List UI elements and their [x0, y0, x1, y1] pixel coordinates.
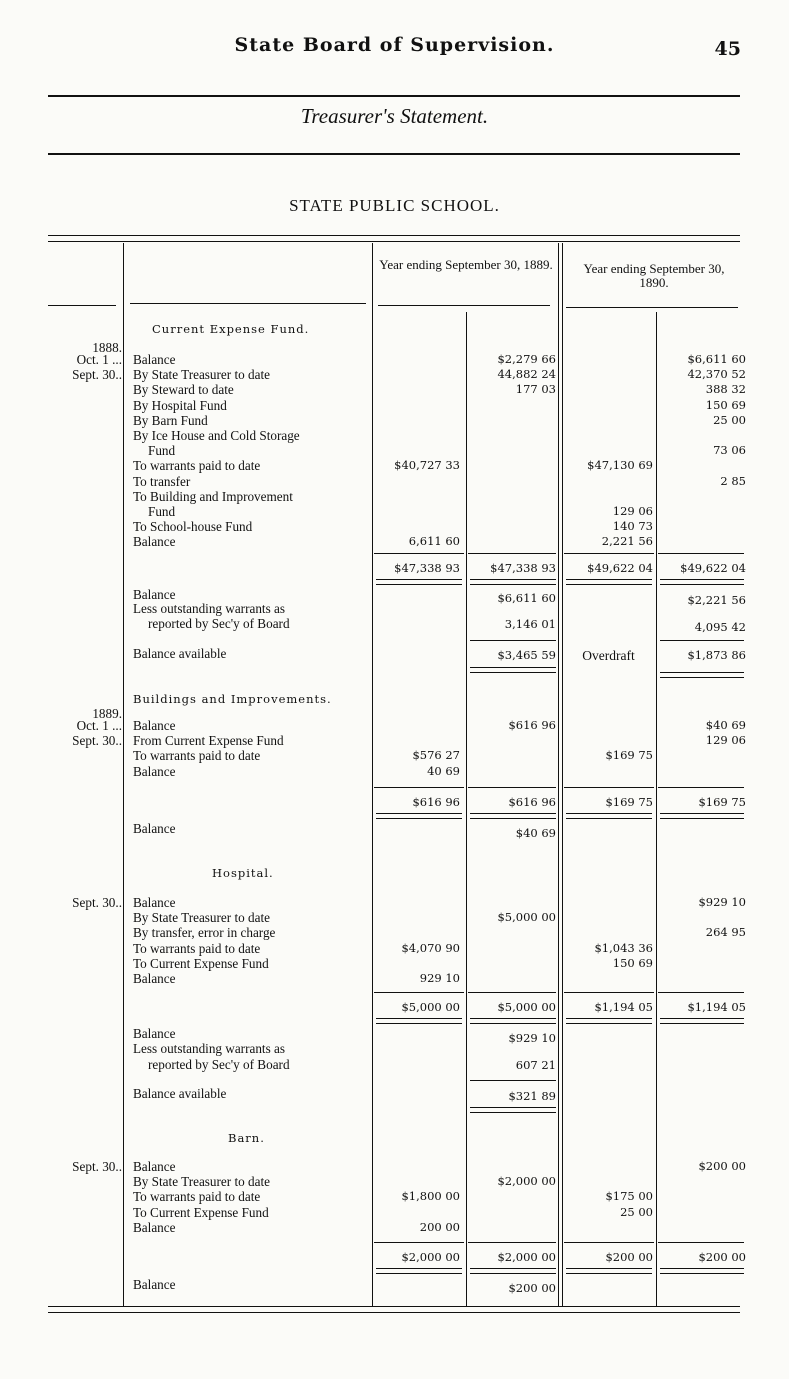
- bi-total-c4: $169 75: [698, 795, 746, 809]
- row-description: Balance: [133, 534, 176, 550]
- ce-total-c2: $47,338 93: [490, 561, 556, 575]
- row-description: Balance: [133, 1159, 176, 1174]
- row-amount-c3: 129 06: [612, 504, 653, 518]
- current-expense-heading: Current Expense Fund.: [152, 322, 310, 336]
- hospital-heading: Hospital.: [212, 866, 274, 880]
- ba-total-rule-c3: [564, 1242, 654, 1243]
- ce-less-label-2: reported by Sec'y of Board: [148, 616, 290, 631]
- barn-heading: Barn.: [228, 1131, 265, 1145]
- row-amount-c1: $4,070 90: [401, 940, 460, 955]
- ba-total-rule-c4: [658, 1242, 744, 1243]
- ho-total-c4: $1,194 05: [687, 1000, 746, 1014]
- ce-available-double-c2: [470, 667, 556, 673]
- table-top-rule-2: [48, 241, 740, 242]
- row-amount-c2: 177 03: [515, 382, 556, 397]
- bi-total-c1: $616 96: [412, 795, 460, 809]
- row-description: By Ice House and Cold Storage: [133, 428, 300, 443]
- row-description: To warrants paid to date: [133, 1189, 261, 1205]
- row-amount-c4: 25 00: [713, 412, 746, 427]
- column-header-1890: Year ending September 30, 1890.: [583, 261, 725, 290]
- bi-balance-c2: $40 69: [515, 826, 556, 840]
- ba-total-rule-c1: [374, 1242, 464, 1243]
- column-divider-1890: [656, 312, 657, 1306]
- bi-total-c2: $616 96: [508, 795, 556, 809]
- ho-total-rule-c1: [374, 992, 464, 993]
- ho-double-rule-c3: [566, 1018, 652, 1024]
- row-amount-c3: 25 00: [620, 1204, 653, 1219]
- table-bottom-rule-2: [48, 1312, 740, 1313]
- row-amount-c2: $2,279 66: [497, 352, 556, 366]
- ho-total-rule-c3: [564, 992, 654, 993]
- bi-total-rule-c1: [374, 787, 464, 788]
- ho-double-rule-c4: [660, 1018, 744, 1024]
- ce-overdraft-label: Overdraft: [582, 648, 635, 663]
- ho-total-c3: $1,194 05: [594, 1000, 653, 1014]
- row-description: Balance: [133, 895, 176, 910]
- ho-total-c1: $5,000 00: [401, 1000, 460, 1014]
- ba-balance-c2: $200 00: [508, 1281, 556, 1295]
- row-description: By Hospital Fund: [133, 397, 227, 413]
- year-label-1889: 1889.: [92, 706, 122, 721]
- row-amount-c4: $6,611 60: [687, 352, 746, 366]
- ho-total-rule-c2: [468, 992, 556, 993]
- ce-less-c4: 4,095 42: [694, 620, 746, 634]
- ho-balance-label: Balance: [133, 1026, 176, 1041]
- ce-available-label: Balance available: [133, 646, 227, 661]
- row-amount-c1: 6,611 60: [408, 534, 460, 549]
- ce-balance-label: Balance: [133, 587, 176, 602]
- row-description: Fund: [148, 443, 176, 459]
- row-amount-c1: $1,800 00: [401, 1189, 460, 1204]
- ho-total-rule-c4: [658, 992, 744, 993]
- row-description: To Building and Improvement: [133, 488, 293, 504]
- header-rule-bottom: [48, 153, 740, 155]
- page-number: 45: [714, 38, 741, 60]
- row-amount-c4: $200 00: [698, 1159, 746, 1173]
- row-amount-c4: 42,370 52: [687, 367, 746, 382]
- ce-balance-c4: $2,221 56: [687, 593, 746, 607]
- row-date: Oct. 1 ...: [76, 718, 122, 733]
- ba-total-c1: $2,000 00: [401, 1250, 460, 1264]
- row-description: By Barn Fund: [133, 412, 208, 428]
- row-amount-c4: $40 69: [705, 718, 746, 732]
- ce-available-c2: $3,465 59: [497, 648, 556, 662]
- row-amount-c3: 150 69: [612, 955, 653, 970]
- row-amount-c4: $929 10: [698, 895, 746, 909]
- ba-total-c3: $200 00: [605, 1250, 653, 1264]
- row-description: Balance: [133, 971, 176, 986]
- row-description: Balance: [133, 763, 176, 779]
- bi-double-rule-c1: [376, 813, 462, 819]
- column-header-1889: Year ending September 30, 1889.: [379, 257, 553, 272]
- header-underline-desc: [130, 303, 366, 304]
- ho-less-label-2: reported by Sec'y of Board: [148, 1057, 290, 1072]
- ce-double-rule-c1: [376, 579, 462, 585]
- row-amount-c4: 388 32: [705, 382, 746, 397]
- ho-balance-c2: $929 10: [508, 1031, 556, 1045]
- ce-total-c1: $47,338 93: [394, 561, 460, 575]
- ho-less-c2: 607 21: [515, 1058, 556, 1072]
- header-underline-1890: [566, 307, 738, 308]
- row-date: Oct. 1 ...: [76, 352, 122, 367]
- ho-available-label: Balance available: [133, 1086, 227, 1101]
- row-description: By State Treasurer to date: [133, 367, 270, 383]
- row-description: To warrants paid to date: [133, 458, 261, 474]
- ho-double-rule-c1: [376, 1018, 462, 1024]
- ba-total-c4: $200 00: [698, 1250, 746, 1264]
- ce-total-rule-c4: [658, 553, 744, 554]
- ce-less-c2: 3,146 01: [504, 617, 556, 631]
- bi-double-rule-c2: [470, 813, 556, 819]
- page-header-title: State Board of Supervision.: [234, 34, 555, 56]
- row-date: Sept. 30..: [72, 733, 122, 749]
- ce-available-double-c4: [660, 672, 744, 678]
- statement-title: Treasurer's Statement.: [300, 104, 489, 128]
- header-underline-date: [48, 305, 116, 306]
- ba-double-rule-c3: [566, 1268, 652, 1274]
- bi-double-rule-c3: [566, 813, 652, 819]
- row-amount-c4: 2 85: [720, 473, 746, 488]
- header-rule-top: [48, 95, 740, 97]
- ce-total-c4: $49,622 04: [680, 561, 746, 575]
- row-description: To School-house Fund: [133, 519, 253, 535]
- row-amount-c2: 44,882 24: [497, 367, 556, 382]
- row-amount-c3: $175 00: [605, 1189, 653, 1204]
- bi-balance-label: Balance: [133, 821, 176, 836]
- row-amount-c4: 264 95: [705, 925, 746, 940]
- row-description: Fund: [148, 504, 176, 519]
- ce-total-rule-c2: [468, 553, 556, 554]
- ce-less-label-1: Less outstanding warrants as: [133, 601, 285, 616]
- bi-total-c3: $169 75: [605, 795, 653, 809]
- row-description: To warrants paid to date: [133, 748, 261, 764]
- row-amount-c4: 73 06: [713, 443, 746, 458]
- table-top-rule-1: [48, 235, 740, 236]
- row-description: Balance: [133, 1219, 176, 1235]
- ho-available-c2: $321 89: [508, 1089, 556, 1103]
- row-amount-c1: 929 10: [419, 971, 460, 985]
- ce-double-rule-c4: [660, 579, 744, 585]
- bi-total-rule-c4: [658, 787, 744, 788]
- row-description: Balance: [133, 352, 176, 367]
- row-description: By State Treasurer to date: [133, 910, 270, 926]
- ho-available-rule-c2: [470, 1080, 556, 1081]
- row-amount-c1: $40,727 33: [394, 458, 460, 473]
- ce-available-c4: $1,873 86: [687, 648, 746, 662]
- ho-available-double-c2: [470, 1107, 556, 1113]
- column-divider-1889: [466, 312, 467, 1306]
- ho-less-label-1: Less outstanding warrants as: [133, 1041, 285, 1056]
- ba-total-c2: $2,000 00: [497, 1250, 556, 1264]
- year-label-1888: 1888.: [92, 340, 122, 355]
- row-amount-c3: 140 73: [612, 519, 653, 534]
- ce-balance-c2: $6,611 60: [497, 591, 556, 605]
- ce-available-rule-c4: [660, 640, 744, 641]
- column-divider-date: [123, 243, 124, 1306]
- row-description: To warrants paid to date: [133, 940, 261, 956]
- section-title: STATE PUBLIC SCHOOL.: [289, 196, 500, 215]
- ba-double-rule-c1: [376, 1268, 462, 1274]
- bi-double-rule-c4: [660, 813, 744, 819]
- row-description: Balance: [133, 718, 176, 733]
- row-date: Sept. 30..: [72, 1159, 122, 1174]
- row-amount-c3: $1,043 36: [594, 940, 653, 955]
- ce-available-rule-c2: [470, 640, 556, 641]
- ce-double-rule-c3: [566, 579, 652, 585]
- row-amount-c1: 40 69: [427, 763, 460, 778]
- row-description: By transfer, error in charge: [133, 925, 276, 941]
- row-amount-c2: $5,000 00: [497, 910, 556, 925]
- row-amount-c1: $576 27: [412, 748, 460, 763]
- row-amount-c2: $2,000 00: [497, 1174, 556, 1189]
- bi-total-rule-c3: [564, 787, 654, 788]
- row-description: By Steward to date: [133, 382, 234, 398]
- row-description: From Current Expense Fund: [133, 733, 284, 749]
- ba-double-rule-c4: [660, 1268, 744, 1274]
- row-amount-c3: $47,130 69: [587, 458, 653, 473]
- header-underline-1889: [378, 305, 550, 306]
- ce-total-rule-c1: [374, 553, 464, 554]
- ba-total-rule-c2: [468, 1242, 556, 1243]
- ba-balance-label: Balance: [133, 1277, 176, 1292]
- row-description: To Current Expense Fund: [133, 955, 269, 971]
- ba-double-rule-c2: [470, 1268, 556, 1274]
- row-amount-c1: 200 00: [419, 1219, 460, 1234]
- column-divider-years-b: [562, 243, 563, 1306]
- column-divider-desc: [372, 243, 373, 1306]
- row-amount-c2: $616 96: [508, 718, 556, 732]
- ce-total-c3: $49,622 04: [587, 561, 653, 575]
- table-bottom-rule-1: [48, 1306, 740, 1307]
- row-amount-c4: 150 69: [705, 397, 746, 412]
- row-description: To Current Expense Fund: [133, 1204, 269, 1220]
- ho-double-rule-c2: [470, 1018, 556, 1024]
- column-divider-years-a: [558, 243, 559, 1306]
- ce-total-rule-c3: [564, 553, 654, 554]
- row-amount-c4: 129 06: [705, 733, 746, 748]
- row-description: To transfer: [133, 473, 191, 489]
- row-date: Sept. 30..: [72, 367, 122, 383]
- buildings-heading: Buildings and Improvements.: [133, 692, 332, 706]
- row-description: By State Treasurer to date: [133, 1174, 270, 1190]
- row-amount-c3: $169 75: [605, 748, 653, 763]
- bi-total-rule-c2: [468, 787, 556, 788]
- row-date: Sept. 30..: [72, 895, 122, 910]
- row-amount-c3: 2,221 56: [601, 534, 653, 549]
- ho-total-c2: $5,000 00: [497, 1000, 556, 1014]
- ce-double-rule-c2: [470, 579, 556, 585]
